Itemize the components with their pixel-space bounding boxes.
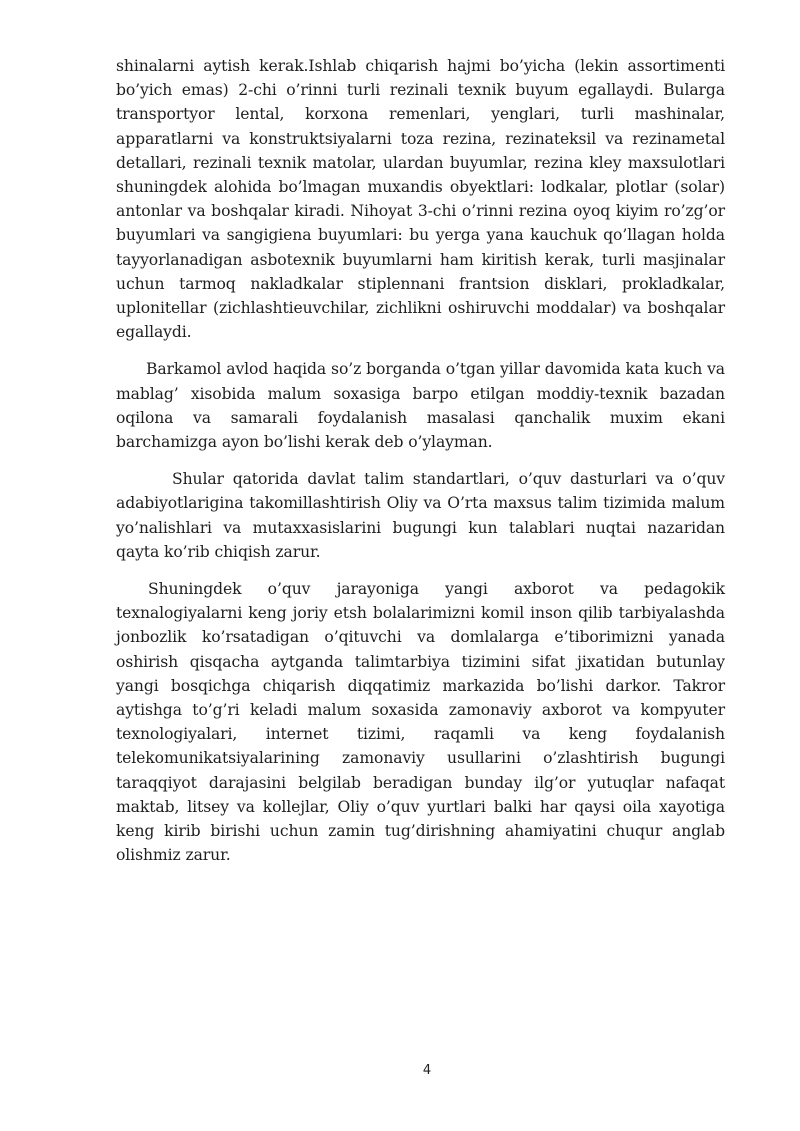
paragraph-axborot-texnologiyalari: Shuningdek o’quv jarayoniga yangi axborot va pedagokik texnalogiyalarni keng joriy etsh bolalarimizni komil inson qilib tarbiyalashda jonbozlik ko’rsatadigan o’qituvchi va domlalarga e’tiborimizni yanada oshirish qisqacha aytganda talimtarbiya tizimini sifat jixatidan butunlay yangi bosqichga chiqarish diqqatimiz markazida bo’lishi darkor. Takror aytishga to’g’ri keladi malum soxasida zamonaviy axborot va kompyuter texnologiyalari, internet tizimi, raqamli va keng foydalanish telekomunikatsiyalarining zamonaviy usullarini o’zlashtirish bugungi taraqqiyot darajasini belgilab beradigan bunday ilg’or yutuqlar nafaqat maktab, litsey va kollejlar, Oliy o’quv yurtlari balki har qaysi oila xayotiga keng kirib birishi uchun zamin tug’dirishning ahamiyatini chuqur anglab olishmiz zarur. <box>116 580 725 865</box>
paragraph-talim-standartlari: Shular qatorida davlat talim standartlari, o’quv dasturlari va o’quv adabiyotlarigina takomillashtirish Oliy va O’rta maxsus talim tizimida malum yo’nalishlari va mutaxxasislarini bugungi kun talablari nuqtai nazaridan qayta ko’rib chiqish zarur. <box>116 470 725 561</box>
body-text <box>116 54 725 868</box>
paragraph-barkamol-avlod: Barkamol avlod haqida so’z borganda o’tgan yillar davomida kata kuch va mablag’ xisobida malum soxasiga barpo etilgan moddiy-texnik bazadan oqilona va samarali foydalanish masalasi qanchalik muxim ekani barchamizga ayon bo’lishi kerak deb o’ylayman. <box>116 360 725 452</box>
paragraph-continuation: shinalarni aytish kerak.Ishlab chiqarish hajmi bo’yicha (lekin assortimenti bo’yich emas) 2-chi o’rinni turli rezinali texnik buyum egallaydi. Bularga transportyor lental, korxona remenlari, yenglari, turli mashinalar, apparatlarni va konstruktsiyalarni toza rezina, rezinateksil va rezinametal detallari, rezinali texnik matolar, ulardan buyumlar, rezina kley maxsulotlari shuningdek alohida bo’lmagan muxandis obyektlari: lodkalar, plotlar (solar) antonlar va boshqalar kiradi. Nihoyat 3-chi o’rinni rezina oyoq kiyim ro’zg’or buyumlari va sangigiena buyumlari: bu yerga yana kauchuk qo’llagan holda tayyorlanadigan asbotexnik buyumlarni ham kiritish kerak, turli masjinalar uchun tarmoq nakladkalar stiplennani frantsion disklari, prokladkalar, uplonitellar (zichlashtieuvchilar, zichlikni oshiruvchi moddalar) va boshqalar egallaydi. <box>116 57 725 342</box>
page-number: 4 <box>422 1063 432 1078</box>
